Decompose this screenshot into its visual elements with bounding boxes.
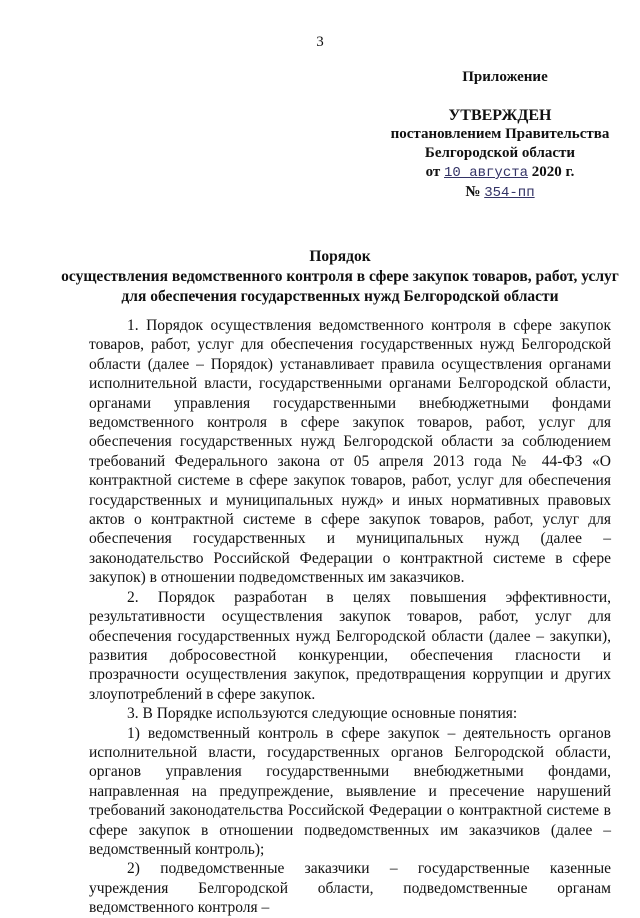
title-heading: Порядок (309, 248, 371, 265)
paragraph-3-2: 2) подведомственные заказчики – государственные казенные учреждения Белгородской области, подведомственные органам ведомственного контроля – (89, 860, 611, 917)
appendix-label: Приложение (462, 69, 548, 85)
paragraph-3: 3. В Порядке используются следующие основные понятия: (127, 705, 518, 723)
number-prefix: № (465, 184, 481, 200)
number-value: 354-пп (484, 185, 535, 201)
approval-line-1: постановлением Правительства (390, 126, 610, 142)
approval-block (380, 68, 620, 203)
paragraph-3-1: 1) ведомственный контроль в сфере закупок – деятельность органов исполнительной власти, государственных органов Белгородской области, органов управления государственными внебюджетными фондами, направленная на предупреждение, выявление и пресечение нарушений требований законодательства Российской Федерации о контрактной системе в сфере закупок в отношении подведомственных им заказчиков (далее – ведомственный контроль); (89, 724, 611, 858)
document-body (89, 316, 611, 918)
approval-number-line (380, 183, 620, 203)
paragraph-1: 1. Порядок осуществления ведомственного контроля в сфере закупок товаров, работ, услуг для обеспечения государственных нужд Белгородской области (далее – Порядок) устанавливает правила осуществления органами исполнительной власти, государственными органами Белгородской области, органами управления государственными внебюджетными фондами ведомственного контроля в сфере закупок товаров, работ, услуг для обеспечения государственных нужд Белгородской области за соблюдением требований Федерального закона от 05 апреля 2013 года № 44-ФЗ «О контрактной системе в сфере закупок товаров, работ, услуг для обеспечения государственных и муниципальных нужд» и иных нормативных правовых актов о контрактной системе в сфере закупок товаров, работ, услуг для обеспечения государственных и муниципальных нужд (далее – законодательство Российской Федерации о контрактной системе в сфере закупок) в отношении подведомственных им заказчиков. (89, 317, 611, 587)
title-subtitle: осуществления ведомственного контроля в сфере закупок товаров, работ, услуг для обеспечения государственных нужд Белгородской области (61, 268, 619, 305)
date-year: 2020 г. (531, 164, 575, 180)
approval-date-line (380, 163, 620, 183)
approved-label: УТВЕРЖДЕН (448, 107, 552, 124)
date-value: 10 августа (444, 165, 529, 181)
document-title (60, 247, 620, 307)
page-number: 3 (316, 34, 324, 50)
approval-line-2: Белгородской области (424, 145, 576, 161)
date-prefix: от (425, 164, 441, 180)
paragraph-2: 2. Порядок разработан в целях повышения эффективности, результативности осуществления закупок товаров, работ, услуг для обеспечения государственных нужд Белгородской области (далее – закупки), развития добросовестной конкуренции, обеспечения гласности и прозрачности осуществления закупок, предотвращения коррупции и других злоупотреблений в сфере закупок. (89, 588, 611, 703)
